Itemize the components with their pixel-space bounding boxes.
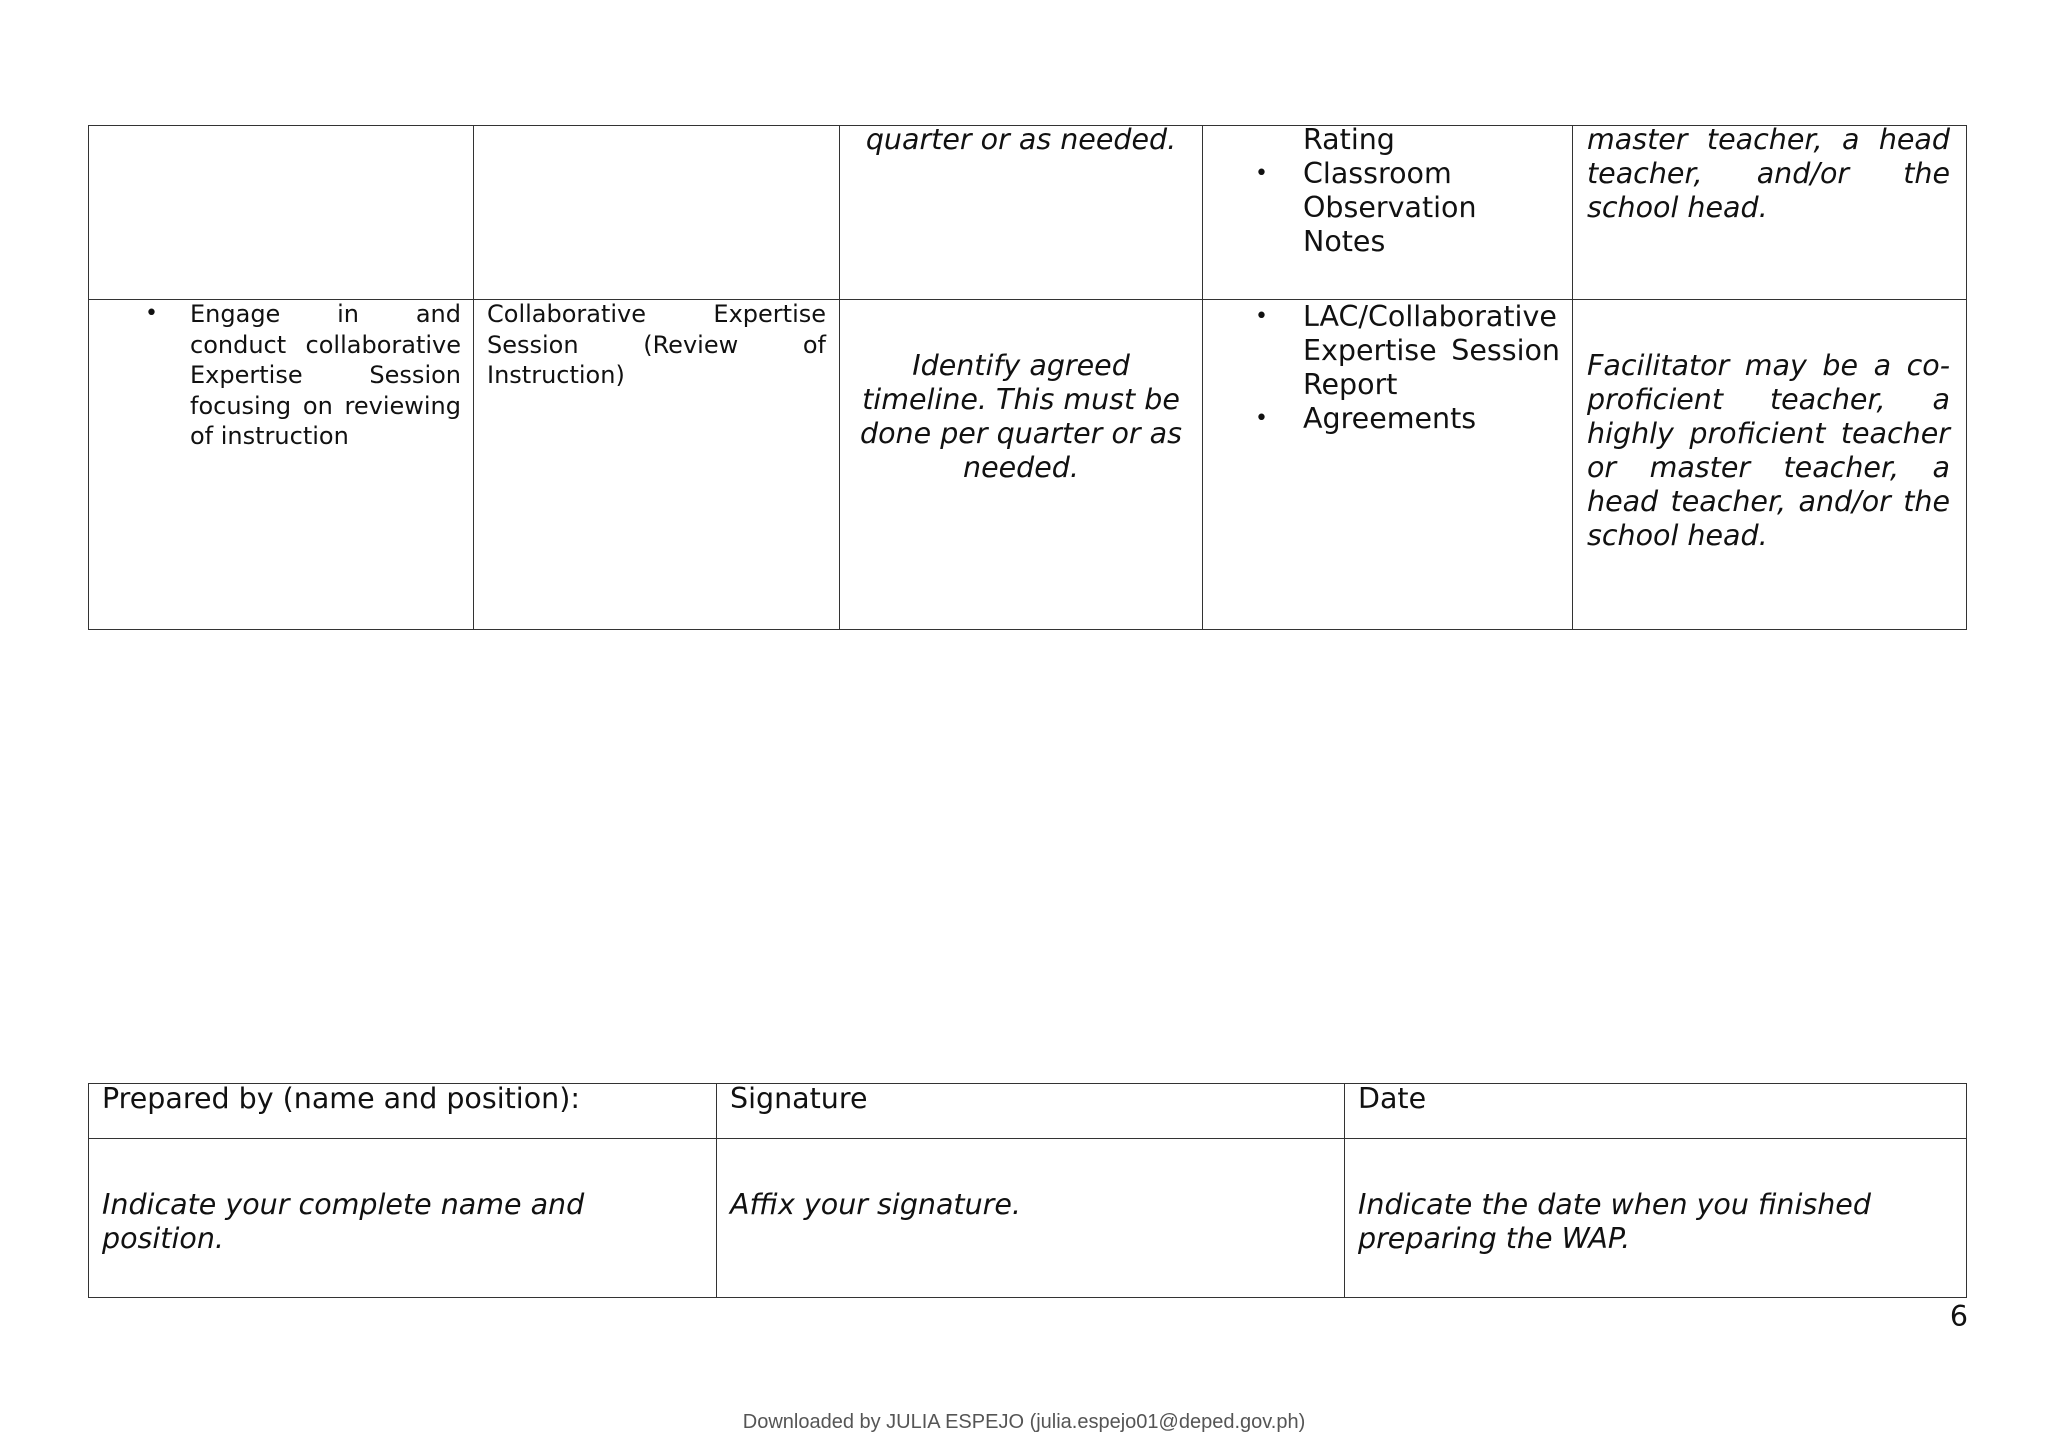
mov-cell	[1203, 123, 1573, 300]
table-row	[89, 126, 1967, 300]
table-row	[89, 1084, 1967, 1139]
timeline-cell	[840, 123, 1203, 300]
date-value: Indicate the date when you finished preparing the WAP.	[1345, 1139, 1967, 1298]
facilitator-cell	[1573, 123, 1967, 300]
output-text: Collaborative Expertise Session (Review of Instruction)	[487, 300, 826, 389]
mov-continuation: Rating	[1303, 123, 1395, 156]
mov-cell	[1203, 300, 1573, 630]
timeline-text: Identify agreed timeline. This must be done per quarter or as needed.	[860, 349, 1182, 484]
facilitator-text: Facilitator may be a co-proficient teacher, a highly proficient teacher or master teacher, a head teacher, and/or the school head.	[1587, 349, 1950, 552]
list-item: • LAC/Collaborative Expertise Session Report	[1255, 300, 1560, 401]
signature-table	[88, 1083, 1967, 1298]
activity-cell	[89, 300, 474, 630]
facilitator-cell	[1573, 300, 1967, 630]
prepared-by-value: Indicate your complete name and position.	[89, 1139, 717, 1298]
date-header: Date	[1345, 1084, 1967, 1139]
signature-value: Affix your signature.	[717, 1139, 1345, 1298]
output-cell	[474, 300, 840, 630]
prepared-by-header: Prepared by (name and position):	[89, 1084, 717, 1139]
activity-cell	[89, 126, 474, 300]
timeline-text: quarter or as needed.	[865, 123, 1177, 156]
facilitator-text: master teacher, a head teacher, and/or the school head.	[1587, 123, 1950, 224]
activity-table	[88, 125, 1967, 630]
mov-list	[1255, 157, 1560, 259]
table-row	[89, 300, 1967, 630]
list-item: • Engage in and conduct collaborative Expertise Session focusing on reviewing of instruction	[145, 300, 461, 450]
timeline-cell	[840, 300, 1203, 630]
signature-header: Signature	[717, 1084, 1345, 1139]
page-number: 6	[1949, 1300, 1968, 1333]
download-footer: Downloaded by JULIA ESPEJO (julia.espejo01@deped.gov.ph)	[742, 1411, 1306, 1433]
output-cell	[474, 126, 840, 300]
list-item: • Classroom Observation Notes	[1255, 157, 1477, 258]
table-row	[89, 1139, 1967, 1298]
list-item: • Agreements	[1255, 402, 1477, 435]
mov-list	[1203, 300, 1572, 436]
activity-list	[89, 299, 473, 452]
